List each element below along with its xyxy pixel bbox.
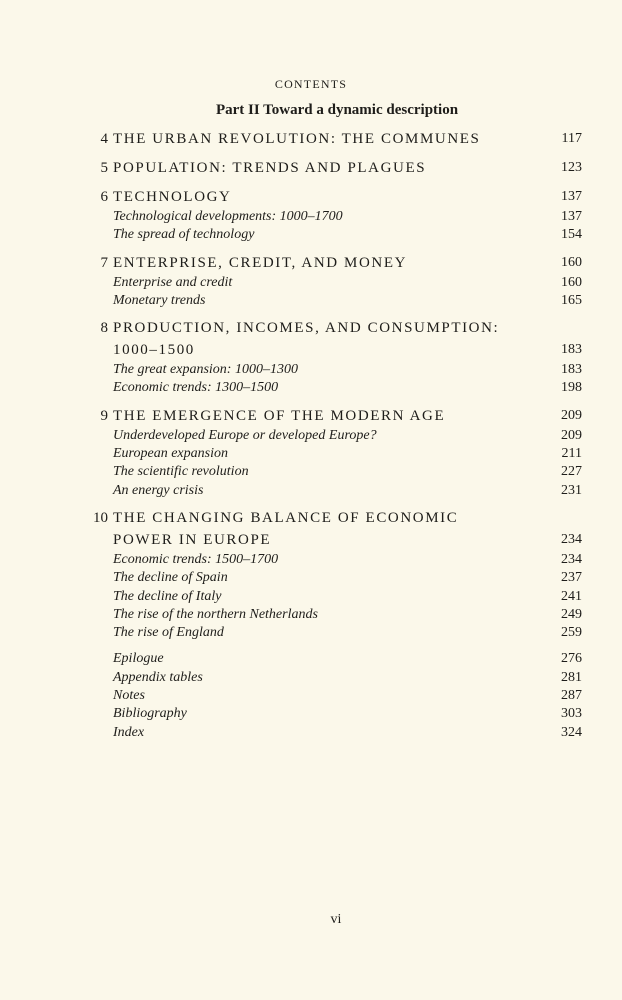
section-entry (0, 551, 622, 569)
section-page-number: 160 (561, 274, 582, 290)
section-title: The decline of Spain (113, 570, 228, 586)
chapter-number: 10 (93, 509, 108, 526)
section-page-number: 211 (561, 446, 582, 462)
chapter-title: THE URBAN REVOLUTION: THE COMMUNES (113, 131, 481, 147)
chapter-entry (0, 507, 622, 642)
chapter-heading-line (0, 186, 622, 208)
back-matter-page-number: 303 (561, 706, 582, 722)
chapter-page-number: 183 (561, 342, 582, 358)
chapter-heading-line (0, 317, 622, 339)
back-matter-entry (0, 705, 622, 723)
chapter-heading-line (0, 529, 622, 551)
part-title: Part II Toward a dynamic description (215, 102, 459, 118)
chapter-title: THE EMERGENCE OF THE MODERN AGE (113, 407, 446, 424)
section-entry (0, 482, 622, 500)
back-matter-title: Appendix tables (113, 669, 203, 685)
back-matter-page-number: 324 (561, 724, 582, 740)
chapter-title: PRODUCTION, INCOMES, AND CONSUMPTION: (113, 320, 500, 337)
section-title: Monetary trends (113, 292, 206, 308)
section-title: Economic trends: 1300–1500 (113, 380, 279, 396)
chapter-number: 4 (100, 131, 108, 147)
back-matter-page-number: 287 (561, 688, 582, 704)
chapter-entry (0, 252, 622, 311)
back-matter-title: Notes (113, 688, 145, 704)
section-title: Technological developments: 1000–1700 (113, 209, 343, 224)
section-page-number: 137 (561, 209, 582, 224)
section-entry (0, 463, 622, 481)
back-matter-entry (0, 687, 622, 705)
back-matter-page-number: 276 (561, 651, 582, 667)
section-page-number: 237 (561, 570, 582, 586)
chapter-title: 1000–1500 (113, 342, 195, 359)
section-page-number: 234 (561, 551, 582, 567)
section-entry (0, 445, 622, 463)
page-folio: vi (330, 912, 342, 927)
chapter-entry (0, 186, 622, 245)
section-title: The scientific revolution (113, 464, 249, 480)
chapter-title: THE CHANGING BALANCE OF ECONOMIC (113, 509, 459, 526)
chapter-number: 9 (100, 407, 108, 424)
section-page-number: 241 (561, 588, 582, 604)
section-page-number: 259 (561, 625, 582, 641)
section-title: Enterprise and credit (113, 274, 233, 290)
chapter-heading-line (0, 339, 622, 361)
running-head: CONTENTS (274, 77, 348, 91)
chapter-page-number: 160 (561, 254, 582, 270)
section-title: The great expansion: 1000–1300 (113, 362, 298, 378)
section-entry (0, 208, 622, 226)
section-entry (0, 588, 622, 606)
chapter-number: 8 (100, 320, 108, 337)
section-entry (0, 292, 622, 310)
chapter-entry (0, 405, 622, 500)
section-page-number: 198 (561, 380, 582, 396)
chapter-number: 5 (100, 160, 108, 176)
section-page-number: 154 (561, 227, 582, 243)
table-of-contents (0, 128, 622, 742)
back-matter-title: Bibliography (113, 706, 187, 722)
chapter-number: 7 (100, 254, 108, 271)
back-matter-list (0, 650, 622, 741)
section-title: The rise of England (113, 625, 224, 641)
section-entry (0, 427, 622, 445)
section-title: An energy crisis (113, 482, 204, 498)
chapter-title: ENTERPRISE, CREDIT, AND MONEY (113, 254, 408, 271)
section-entry (0, 361, 622, 379)
chapter-page-number: 123 (561, 160, 582, 175)
section-entry (0, 606, 622, 624)
section-page-number: 183 (561, 362, 582, 378)
chapter-title: POPULATION: TRENDS AND PLAGUES (113, 160, 427, 176)
section-page-number: 165 (561, 292, 582, 308)
section-title: The spread of technology (113, 227, 255, 243)
chapter-heading-line (0, 252, 622, 274)
chapter-page-number: 117 (561, 131, 582, 146)
section-page-number: 227 (561, 464, 582, 480)
chapter-entry (0, 128, 622, 150)
section-title: European expansion (113, 446, 228, 462)
chapter-heading-line (0, 507, 622, 529)
section-title: The decline of Italy (113, 588, 222, 604)
chapter-heading-line (0, 128, 622, 150)
back-matter-title: Index (113, 724, 145, 740)
section-title: Underdeveloped Europe or developed Europe? (113, 427, 377, 443)
section-entry (0, 569, 622, 587)
back-matter-title: Epilogue (113, 651, 164, 667)
section-entry (0, 274, 622, 292)
back-matter-entry (0, 669, 622, 687)
section-entry (0, 624, 622, 642)
chapter-heading-line (0, 405, 622, 427)
chapter-page-number: 234 (561, 531, 582, 547)
chapter-entry (0, 317, 622, 398)
chapter-page-number: 209 (561, 407, 582, 423)
back-matter-page-number: 281 (561, 669, 582, 685)
section-entry (0, 226, 622, 244)
section-entry (0, 379, 622, 397)
chapter-number: 6 (100, 189, 108, 205)
back-matter-entry (0, 724, 622, 742)
chapter-title: TECHNOLOGY (113, 189, 232, 205)
section-page-number: 231 (561, 482, 582, 498)
back-matter-entry (0, 650, 622, 668)
chapter-entry (0, 157, 622, 179)
chapter-heading-line (0, 157, 622, 179)
chapter-page-number: 137 (561, 189, 582, 204)
chapter-title: POWER IN EUROPE (113, 531, 272, 548)
section-title: The rise of the northern Netherlands (113, 606, 318, 622)
section-page-number: 249 (561, 606, 582, 622)
section-title: Economic trends: 1500–1700 (113, 551, 279, 567)
section-page-number: 209 (561, 427, 582, 443)
